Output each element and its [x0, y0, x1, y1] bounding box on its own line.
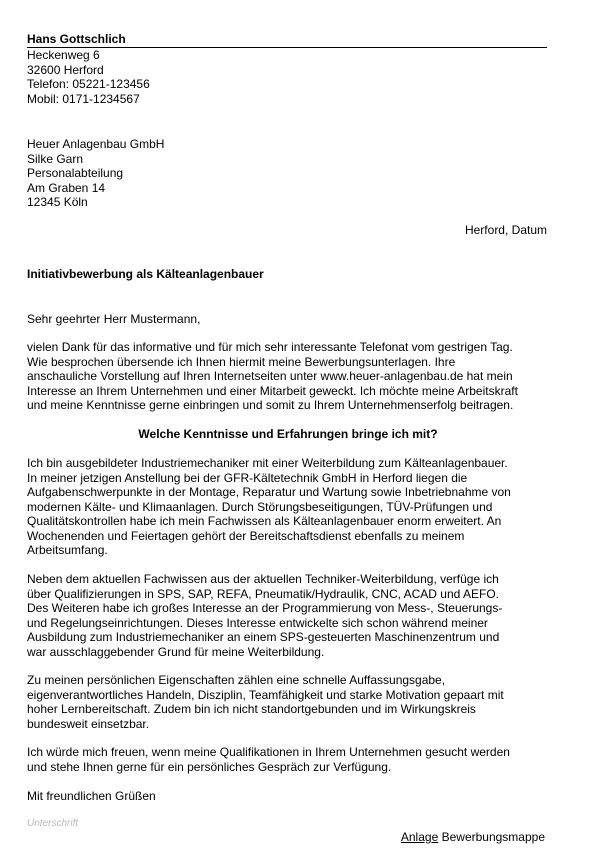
text-line: anschauliche Vorstellung auf Ihren Internetseiten unter www.heuer-anlagenbau.de hat mein	[27, 369, 513, 383]
text-line: modernen Kälte- und Klimaanlagen. Durch Störungsbeseitigungen, TÜV-Prüfungen und	[27, 499, 493, 514]
text-line: hoher Lernbereitschaft. Zudem bin ich nicht standortgebunden und im Wirkungskreis	[27, 702, 476, 716]
attachment-note	[401, 830, 545, 844]
recipient-street: Am Graben 14	[27, 180, 106, 195]
sender-name: Hans Gottschlich	[27, 32, 126, 46]
recipient-contact: Silke Garn	[27, 151, 84, 166]
sender-phone: Telefon: 05221-123456	[27, 77, 150, 91]
sender-city: 32600 Herford	[27, 62, 104, 77]
text-line: eigenverantwortliches Handeln, Disziplin, Teamfähigkeit und starke Motivation gepaart mit	[27, 687, 504, 702]
paragraph-intro	[27, 340, 549, 413]
text-line: Wie besprochen übersende ich Ihnen hiermit meine Bewerbungsunterlagen. Ihre	[27, 354, 456, 369]
attachment-label: Anlage	[400, 830, 439, 844]
text-line: In meiner jetzigen Anstellung bei der GFR-Kältetechnik GmbH in Herford liegen die	[27, 470, 468, 485]
sender-street: Heckenweg 6	[27, 48, 100, 62]
text-line: über Qualifizierungen in SPS, SAP, REFA, Pneumatik/Hydraulik, CNC, ACAD und AEFO.	[27, 586, 499, 601]
recipient-address	[27, 137, 164, 210]
signature-placeholder: Unterschrift	[27, 818, 79, 829]
text-line: bundesweit einsetzbar.	[27, 716, 150, 731]
recipient-city: 12345 Köln	[27, 195, 88, 209]
text-line: vielen Dank für das informative und für mich sehr interessante Telefonat vom gestrigen Tag.	[27, 340, 513, 354]
section-heading: Welche Kenntnisse und Erfahrungen bringe ich mit?	[138, 427, 438, 441]
text-line: und Regelungseinrichtungen. Dieses Interesse entwickelte sich schon während meiner	[27, 615, 488, 630]
recipient-department: Personalabteilung	[27, 166, 124, 180]
paragraph-personal-qualities	[27, 673, 549, 731]
text-line: Ich bin ausgebildeter Industriemechaniker mit einer Weiterbildung zum Kälteanlagenbauer.	[27, 456, 508, 470]
place-date: Herford, Datum	[464, 223, 547, 237]
letter-subject: Initiativbewerbung als Kälteanlagenbauer	[27, 267, 264, 281]
text-line: Qualitätskontrollen habe ich mein Fachwissen als Kälteanlagenbauer enorm erweitert. An	[27, 514, 502, 528]
closing-formula: Mit freundlichen Grüßen	[27, 789, 156, 803]
text-line: Des Weiteren habe ich großes Interesse an der Programmierung von Mess-, Steuerungs-	[27, 601, 503, 615]
text-line: Wochenenden und Feiertagen gehört der Bereitschaftsdienst ebenfalls zu meinem	[27, 528, 465, 543]
salutation: Sehr geehrter Herr Mustermann,	[27, 312, 201, 326]
text-line: Ausbildung zum Industriemechaniker an einem SPS-gesteuerten Maschinenzentrum und	[27, 630, 500, 644]
text-line: und meine Kenntnisse gerne einbringen und somit zu Ihrem Unternehmenserfolg beitragen.	[27, 398, 514, 412]
text-line: Interesse an Ihrem Unternehmen und einer Mitarbeit geweckt. Ich möchte meine Arbeitskraft	[27, 383, 518, 398]
paragraph-closing	[27, 745, 549, 774]
text-line: Ich würde mich freuen, wenn meine Qualifikationen in Ihrem Unternehmen gesucht werden	[27, 745, 510, 759]
text-line: und stehe Ihnen gerne für ein persönliches Gespräch zur Verfügung.	[27, 759, 392, 774]
text-line: war ausschlaggebender Grund für meine Weiterbildung.	[27, 644, 325, 659]
text-line: Zu meinen persönlichen Eigenschaften zählen eine schnelle Auffassungsgabe,	[27, 673, 446, 687]
sender-mobile: Mobil: 0171-1234567	[27, 91, 140, 106]
recipient-company: Heuer Anlagenbau GmbH	[27, 137, 165, 151]
paragraph-experience	[27, 456, 549, 558]
text-line: Arbeitsumfang.	[27, 543, 108, 557]
text-line: Neben dem aktuellen Fachwissen aus der aktuellen Techniker-Weiterbildung, verfüge ich	[27, 572, 499, 586]
sender-address	[27, 48, 150, 106]
paragraph-qualifications	[27, 572, 549, 659]
text-line: Aufgabenschwerpunkte in der Montage, Reparatur und Wartung sowie Inbetriebnahme von	[27, 485, 511, 499]
attachment-text: Bewerbungsmappe	[441, 830, 545, 844]
